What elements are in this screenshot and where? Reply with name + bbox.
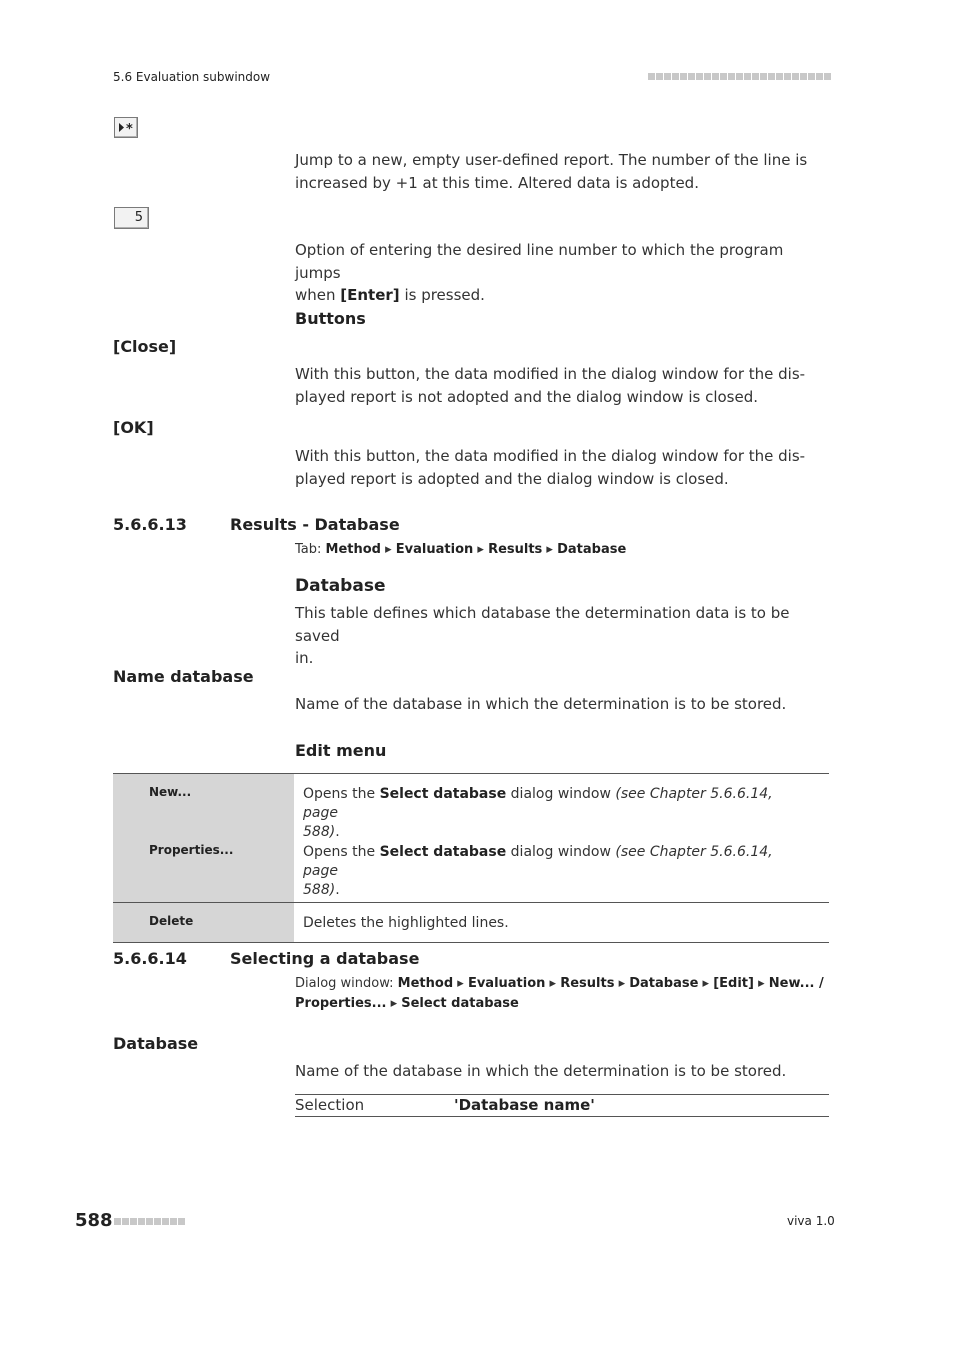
close-button-label: [Close] [113,337,177,356]
decoration-dot [784,73,791,80]
table-row [113,902,829,942]
dialog-path: Dialog window: Method ▸ Evaluation ▸ Results ▸ Database ▸ [Edit] ▸ New... / Properties... ▸ Select database [295,976,824,1011]
footer-decoration-dots [114,1218,185,1225]
close-button-description: With this button, the data modified in the dialog window for the dis- played report is not adopted and the dialog window is closed. [295,365,806,406]
database-label: Database [113,1034,199,1053]
database-description: This table defines which database the determination data is to be saved in. [295,604,790,667]
decoration-dot [114,1218,121,1225]
ok-button-label: [OK] [113,418,154,437]
line-number-description: Option of entering the desired line number to which the program jumps when [Enter] is pressed. [295,241,784,304]
section-title: Selecting a database [230,949,420,968]
database-field-description: Name of the database in which the determination is to be stored. [295,1062,787,1080]
line-number-field: 5 [114,207,149,229]
decoration-dot [656,73,663,80]
decoration-dot [720,73,727,80]
decoration-dot [170,1218,177,1225]
decoration-dot [672,73,679,80]
edit-menu-desc-delete: Deletes the highlighted lines. [303,914,509,931]
decoration-dot [800,73,807,80]
decoration-dot [776,73,783,80]
decoration-dot [138,1218,145,1225]
decoration-dot [816,73,823,80]
decoration-dot [178,1218,185,1225]
table-row [113,774,829,843]
ok-button-description: With this button, the data modified in the dialog window for the dis- played report is adopted and the dialog window is closed. [295,447,806,488]
decoration-dot [712,73,719,80]
decoration-dot [728,73,735,80]
header-decoration-dots [648,73,831,80]
decoration-dot [824,73,831,80]
decoration-dot [680,73,687,80]
decoration-dot [768,73,775,80]
edit-menu-desc-new: Opens the Select database dialog window (see Chapter 5.6.6.14, page 588). [303,786,773,840]
product-version: viva 1.0 [787,1214,835,1228]
table-row [113,843,829,902]
selection-value: 'Database name' [454,1096,595,1114]
decoration-dot [664,73,671,80]
decoration-dot [146,1218,153,1225]
page-number: 588 [75,1210,113,1231]
tab-path: Tab: Method ▸ Evaluation ▸ Results ▸ Database [295,542,627,557]
decoration-dot [696,73,703,80]
decoration-dot [154,1218,161,1225]
section-number: 5.6.6.14 [113,949,187,968]
decoration-dot [792,73,799,80]
name-database-description: Name of the database in which the determination is to be stored. [295,695,787,713]
edit-menu-heading: Edit menu [295,741,387,760]
buttons-heading: Buttons [295,309,366,328]
selection-table [295,1094,829,1117]
section-title: Results - Database [230,515,400,534]
edit-menu-item-new: New... [113,774,294,843]
new-report-description: Jump to a new, empty user-defined report. The number of the line is increased by +1 at this time. Altered data is adopted. [295,151,808,192]
decoration-dot [752,73,759,80]
edit-menu-table [113,773,829,943]
decoration-dot [122,1218,129,1225]
name-database-label: Name database [113,667,254,686]
edit-menu-item-delete: Delete [113,902,294,942]
selection-label: Selection [295,1096,365,1114]
decoration-dot [744,73,751,80]
database-subheading: Database [295,576,386,596]
running-header: 5.6 Evaluation subwindow [113,70,271,84]
decoration-dot [162,1218,169,1225]
svg-text:*: * [126,122,133,137]
section-number: 5.6.6.13 [113,515,187,534]
decoration-dot [736,73,743,80]
decoration-dot [760,73,767,80]
decoration-dot [688,73,695,80]
decoration-dot [130,1218,137,1225]
decoration-dot [704,73,711,80]
edit-menu-item-properties: Properties... [113,843,294,902]
edit-menu-desc-properties: Opens the Select database dialog window (see Chapter 5.6.6.14, page 588). [303,844,773,898]
jump-to-new-icon [114,117,138,138]
decoration-dot [648,73,655,80]
decoration-dot [808,73,815,80]
